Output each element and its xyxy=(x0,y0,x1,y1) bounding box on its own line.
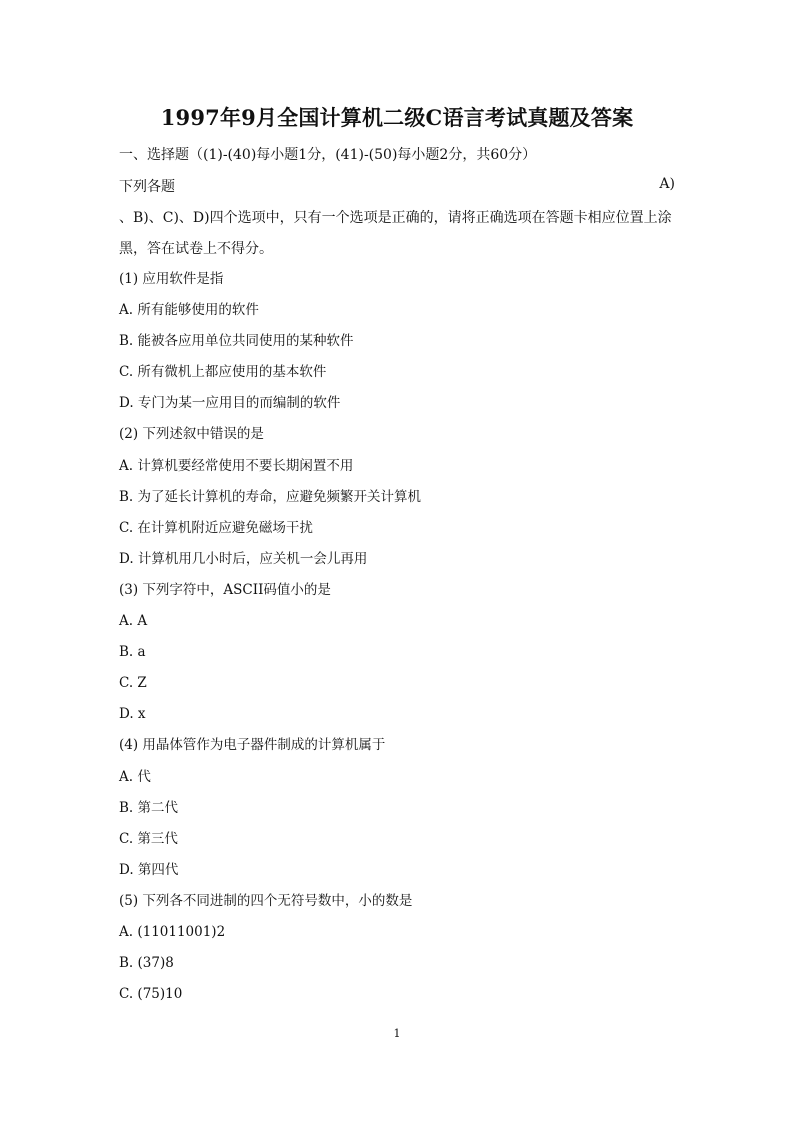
instructions-line-2: 、B)、C)、D)四个选项中，只有一个选项是正确的，请将正确选项在答题卡相应位置上涂 xyxy=(119,210,672,226)
question-4-option-b: B. 第二代 xyxy=(119,799,179,816)
question-2-option-c: C. 在计算机附近应避免磁场干扰 xyxy=(119,519,313,536)
question-list xyxy=(119,269,679,1015)
question-2-option-b: B. 为了延长计算机的寿命，应避免频繁开关计算机 xyxy=(119,488,422,505)
page-title: 1997年9月全国计算机二级C语言考试真题及答案 xyxy=(160,105,634,130)
page-number: 1 xyxy=(393,1027,401,1040)
question-4-stem: (4) 用晶体管作为电子器件制成的计算机属于 xyxy=(119,737,386,754)
question-3-stem: (3) 下列字符中，ASCII码值小的是 xyxy=(119,581,331,598)
question-1-option-a: A. 所有能够使用的软件 xyxy=(119,302,259,319)
question-5-stem: (5) 下列各不同进制的四个无符号数中，小的数是 xyxy=(119,892,413,909)
question-5-option-a: A. (11011001)2 xyxy=(119,923,226,940)
question-3-option-d: D. x xyxy=(119,706,146,723)
question-1-stem: (1) 应用软件是指 xyxy=(119,271,224,287)
question-4-option-c: C. 第三代 xyxy=(119,830,178,847)
question-4-option-d: D. 第四代 xyxy=(119,861,179,878)
question-1-option-d: D. 专门为某一应用目的而编制的软件 xyxy=(119,395,341,412)
instructions-line-1-right: A) xyxy=(659,176,675,192)
question-2-stem: (2) 下列述叙中错误的是 xyxy=(119,426,264,443)
question-2-option-a: A. 计算机要经常使用不要长期闲置不用 xyxy=(119,457,354,474)
question-3-option-a: A. A xyxy=(119,613,148,630)
question-1-option-c: C. 所有微机上都应使用的基本软件 xyxy=(119,364,327,381)
question-5-option-c: C. (75)10 xyxy=(119,986,183,1003)
question-3-option-c: C. Z xyxy=(119,675,147,692)
instructions-line-3: 黑，答在试卷上不得分。 xyxy=(119,241,273,257)
instructions-line-1 xyxy=(119,176,675,196)
question-3-option-b: B. a xyxy=(119,644,146,661)
question-5-option-b: B. (37)8 xyxy=(119,955,174,972)
question-1-option-b: B. 能被各应用单位共同使用的某种软件 xyxy=(119,333,354,350)
question-2-option-d: D. 计算机用几小时后，应关机一会儿再用 xyxy=(119,550,368,567)
question-4-option-a: A. 代 xyxy=(119,768,151,785)
instructions-line-1-left: 下列各题 xyxy=(119,179,175,195)
section-header: 一、选择题（(1)-(40)每小题1分，(41)-(50)每小题2分，共60分） xyxy=(119,147,537,163)
